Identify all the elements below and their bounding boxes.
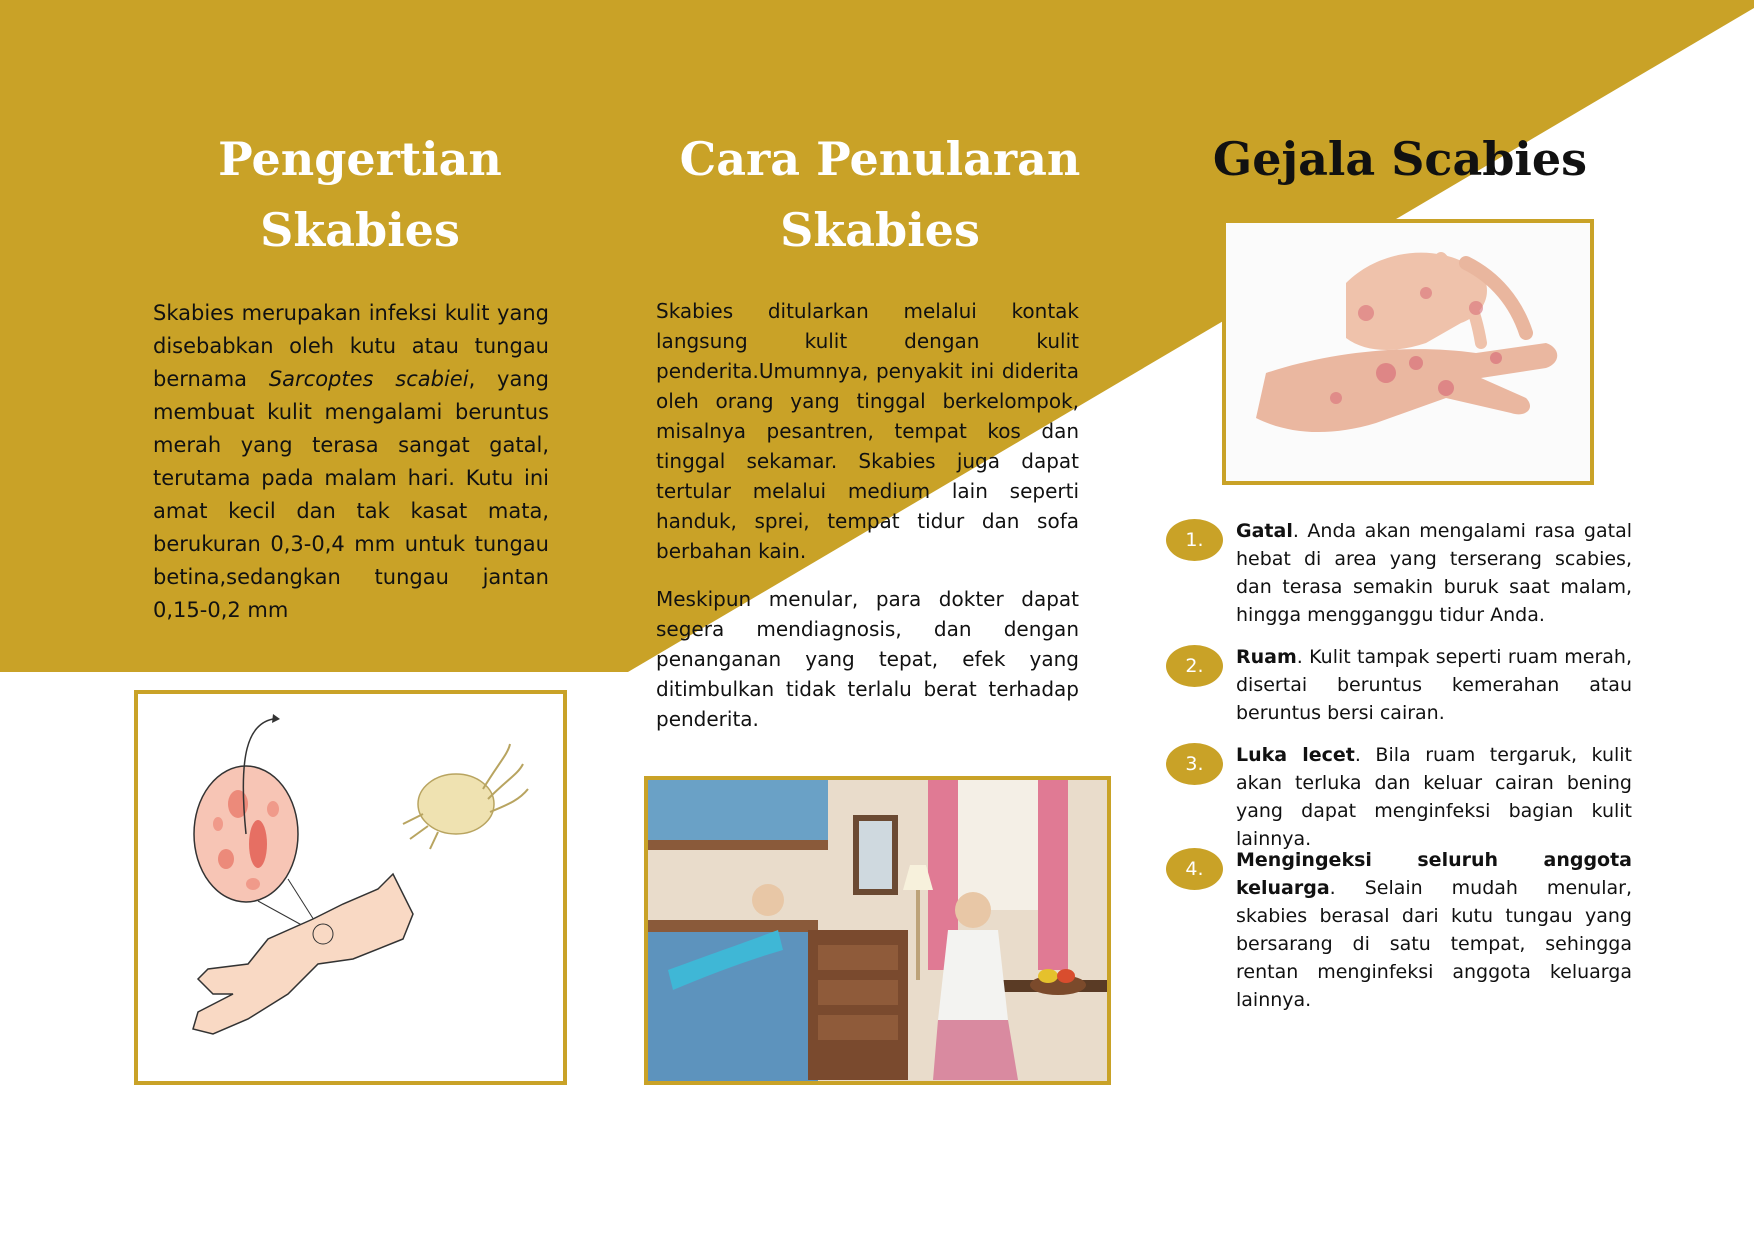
symptom-text — [1236, 517, 1632, 629]
pengertian-title: Pengertian Skabies — [218, 132, 502, 257]
symptom-text — [1236, 741, 1632, 853]
symptom-term: Ruam — [1236, 646, 1297, 668]
mite-illustration-frame — [134, 690, 567, 1085]
hands-photo-frame — [1222, 219, 1594, 485]
gejala-title: Gejala Scabies — [1212, 132, 1588, 186]
pengertian-text-1: Skabies merupakan infeksi kulit yang disebabkan oleh kutu atau tungau bernama — [153, 301, 549, 391]
symptom-description: . Selain mudah menular, skabies berasal dari kutu tungau yang bersarang di satu tempat, sehingga rentan menginfeksi anggota keluarga lainnya. — [1236, 877, 1632, 1011]
symptom-description: . Anda akan mengalami rasa gatal hebat di area yang terserang scabies, dan terasa semakin buruk saat malam, hingga mengganggu tidur Anda. — [1236, 520, 1632, 626]
symptom-term: Gatal — [1236, 520, 1293, 542]
pengertian-paragraph — [153, 297, 549, 627]
symptom-description: . Kulit tampak seperti ruam merah, disertai beruntus kemerahan atau beruntus bersi cairan. — [1236, 646, 1632, 724]
pengertian-text-2: , yang membuat kulit mengalami beruntus merah yang terasa sangat gatal, terutama pada malam hari. Kutu ini amat kecil dan tak kasat mata, berukuran 0,3-0,4 mm untuk tungau betina,sedangkan tungau jantan 0,15-0,2 mm — [153, 367, 549, 622]
dorm-photo-frame — [644, 776, 1111, 1085]
penularan-title: Cara Penularan Skabies — [679, 132, 1081, 257]
pengertian-species-name: Sarcoptes scabiei — [268, 367, 469, 391]
mite-icon — [403, 744, 528, 849]
number-badge: 4. — [1166, 848, 1223, 890]
symptom-text — [1236, 643, 1632, 727]
number-badge: 2. — [1166, 645, 1223, 687]
penularan-paragraph-2: Meskipun menular, para dokter dapat segera mendiagnosis, dan dengan penanganan yang tepat, efek yang ditimbulkan tidak terlalu berat terhadap penderita. — [656, 587, 1079, 731]
number-badge: 3. — [1166, 743, 1223, 785]
dorm-room-photo — [648, 780, 1107, 1081]
penularan-paragraph-1: Skabies ditularkan melalui kontak langsung kulit dengan kulit penderita.Umumnya, penyakit ini diderita oleh orang yang tinggal berkelompok, misalnya pesantren, tempat kos dan tinggal sekamar. Skabies juga dapat tertular melalui medium lain seperti handuk, sprei, tempat tidur dan sofa berbahan kain. — [656, 299, 1079, 563]
symptom-description: . Bila ruam tergaruk, kulit akan terluka dan keluar cairan bening yang dapat menginfeksi bagian kulit lainnya. — [1236, 744, 1632, 850]
number-badge: 1. — [1166, 519, 1223, 561]
symptom-term: Luka lecet — [1236, 744, 1355, 766]
symptom-text — [1236, 846, 1632, 1014]
mite-hand-illustration — [138, 694, 563, 1081]
symptom-term: Mengingeksi seluruh anggota keluarga — [1236, 849, 1632, 899]
itchy-hands-photo — [1226, 223, 1590, 481]
